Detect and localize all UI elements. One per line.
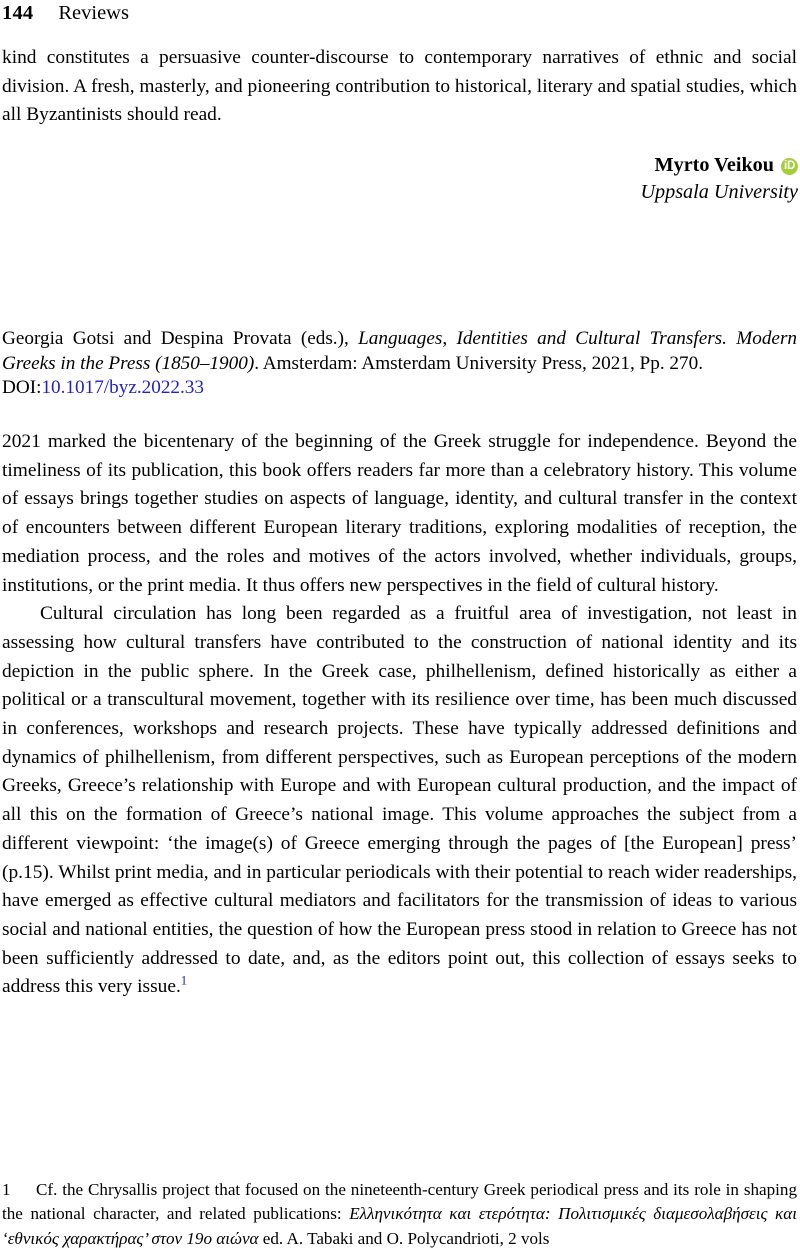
citation-editors: Georgia Gotsi and Despina Provata (eds.), <box>2 328 349 349</box>
author-name: Myrto Veikou <box>654 154 774 176</box>
review-paragraph-1: 2021 marked the bicentenary of the beginning of the Greek struggle for independence. Beyond the timeliness of its publication, this book offers readers far more than a celebratory history. This volume of essays brings together studies on aspects of language, identity, and cultural transfer in the context of encounters between different European literary traditions, exploring modalities of reception, the mediation process, and the roles and motives of the actors involved, whether individuals, groups, institutions, or the print media. It thus offers new perspectives in the field of cultural history. <box>2 431 797 596</box>
orcid-icon-label: iD <box>784 159 795 172</box>
author-affiliation: Uppsala University <box>640 181 798 203</box>
footnote-area <box>2 1178 797 1251</box>
section-title: Reviews <box>58 2 129 24</box>
citation-title: Languages, Identities and Cultural Transfers. Modern Greeks in the Press (1850–1900) <box>2 328 798 374</box>
footnote-text-part1: Cf. the Chrysallis project that focused on the nineteenth-century Greek periodical press and its role in shaping the national character, and related publications: <box>2 1180 797 1224</box>
page-number: 144 <box>2 2 34 24</box>
review-signature <box>640 152 798 205</box>
signature-author-line <box>640 152 798 178</box>
book-citation <box>2 327 797 401</box>
paragraph: kind constitutes a persuasive counter-discourse to contemporary narratives of ethnic and social division. A fresh, masterly, and pioneering contribution to historical, literary and spatial studies, which all Byzantinists should read. <box>2 47 797 126</box>
review-paragraph-2-text: Cultural circulation has long been regarded as a fruitful area of investigation, not least in assessing how cultural transfers have contributed to the construction of national identity and its depiction in the public sphere. In the Greek case, philhellenism, defined historically as either a political or a transcultural movement, together with its resilience over time, has been much discussed in conferences, workshops and research projects. These have typically addressed definitions and dynamics of philhellenism, from different perspectives, such as European perceptions of the modern Greeks, Greece’s relationship with Europe and with European cultural production, and the impact of all this on the formation of Greece’s national image. This volume approaches the subject from a different viewpoint: ‘the image(s) of Greece emerging through the pages of [the European] press’ (p.15). Whilst print media, and in particular periodicals with their potential to reach wider readerships, have emerged as effective cultural mediators and facilitators for the transmission of ideas to various social and national entities, the question of how the European press stood in relation to Greece has not been sufficiently addressed to date, and, as the editors point out, this collection of essays seeks to address this very issue. <box>2 603 797 998</box>
footnote-text-part2: ed. A. Tabaki and O. Polycandrioti, 2 vols <box>258 1228 550 1248</box>
footnote-greek-title: Ελληνικότητα και ετερότητα: Πολιτισμικές διαμεσολαβήσεις και ‘εθνικός χαρακτήρας’ στον 19ο αιώνα <box>2 1204 797 1248</box>
citation-imprint: . Amsterdam: Amsterdam University Press, 2021, Pp. 270. <box>254 352 703 374</box>
orcid-icon[interactable] <box>781 158 798 175</box>
footnote-number: 1 <box>2 1180 11 1199</box>
review-paragraph-2 <box>2 600 797 1002</box>
running-head <box>2 0 129 26</box>
footnote-reference-1[interactable]: 1 <box>180 973 188 988</box>
review-body <box>2 428 797 1002</box>
doi-link[interactable]: 10.1017/byz.2022.33 <box>41 377 204 399</box>
doi-label: DOI: <box>2 377 42 399</box>
previous-review-tail <box>2 44 797 130</box>
